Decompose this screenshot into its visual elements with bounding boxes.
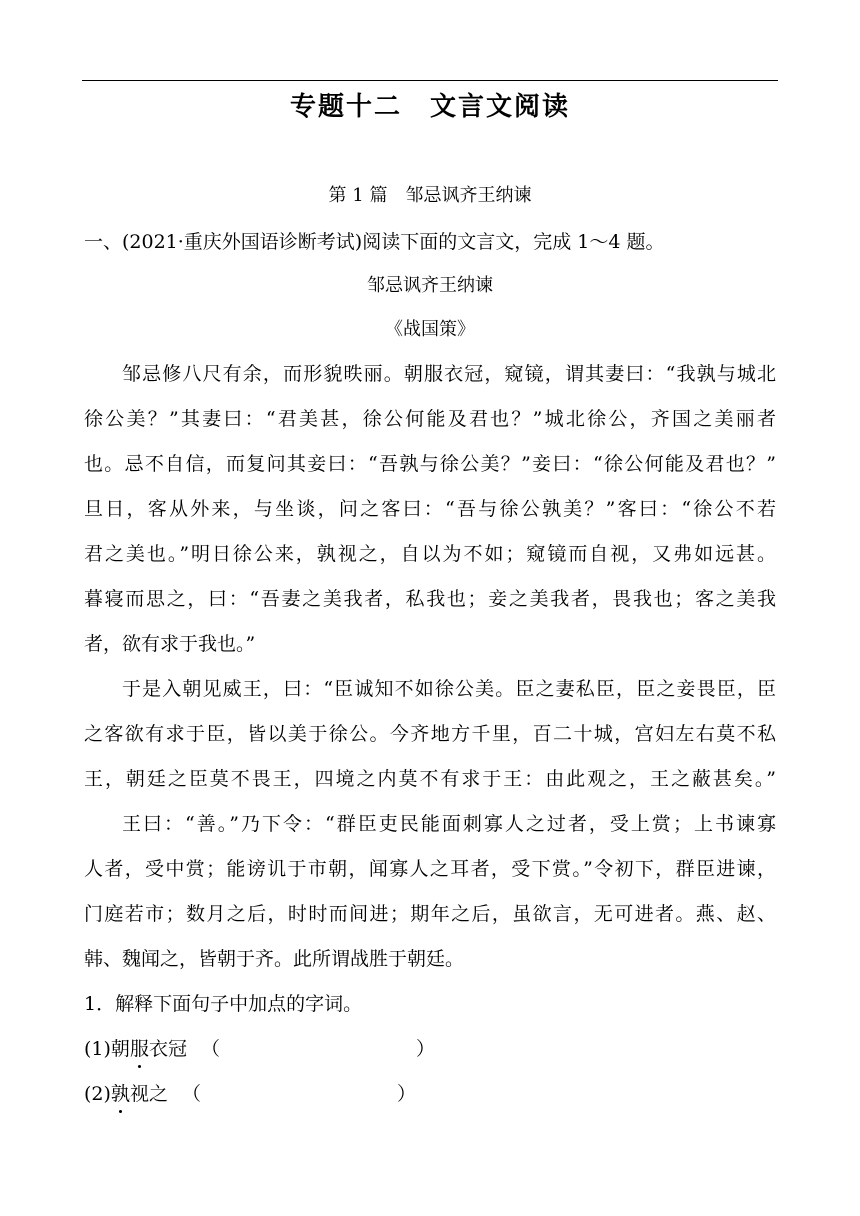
passage-line: 者，欲有求于我也。” [84, 633, 256, 655]
item-number: (2) [84, 1083, 111, 1105]
passage-line: 之客欲有求于臣，皆以美于徐公。今齐地方千里，百二十城，宫妇左右莫不私 [84, 723, 776, 745]
passage-source: 《战国策》 [385, 319, 475, 340]
answer-bracket-open: （ [181, 1083, 201, 1105]
answer-bracket-close: ） [396, 1083, 416, 1105]
passage-line: 人者，受中赏；能谤讥于市朝，闻寡人之耳者，受下赏。”令初下，群臣进谏， [84, 858, 776, 880]
item-text: 视之 [129, 1083, 168, 1105]
question-1-item-2 [84, 1080, 784, 1108]
section-heading: 第 1 篇 邹忌讽齐王纳谏 [328, 185, 532, 206]
passage-line: 门庭若市；数月之后，时时而间进；期年之后，虽欲言，无可进者。燕、赵、 [84, 903, 776, 925]
dotted-character: 服 [130, 1035, 149, 1063]
item-number: (1) [84, 1038, 111, 1060]
passage-line: 徐公美？”其妻曰：“君美甚，徐公何能及君也？”城北徐公，齐国之美丽者 [84, 408, 776, 430]
passage-line: 王曰：“善。”乃下令：“群臣吏民能面刺寡人之过者，受上赏；上书谏寡 [122, 813, 776, 835]
passage-line: 王，朝廷之臣莫不畏王，四境之内莫不有求于王：由此观之，王之蔽甚矣。” [84, 768, 776, 790]
passage-line: 邹忌修八尺有余，而形貌昳丽。朝服衣冠，窥镜，谓其妻曰：“我孰与城北 [122, 363, 776, 385]
passage-line: 韩、魏闻之，皆朝于齐。此所谓战胜于朝廷。 [84, 948, 465, 970]
item-text: 朝 [110, 1038, 130, 1060]
question-intro: 一、(2021·重庆外国语诊断考试)阅读下面的文言文，完成 1～4 题。 [84, 231, 665, 253]
answer-bracket-close: ） [415, 1038, 435, 1060]
passage-line: 于是入朝见威王，曰：“臣诚知不如徐公美。臣之妻私臣，臣之妾畏臣，臣 [122, 678, 776, 700]
passage-line: 旦日，客从外来，与坐谈，问之客曰：“吾与徐公孰美？”客曰：“徐公不若 [84, 498, 776, 520]
passage-line: 暮寝而思之，曰：“吾妻之美我者，私我也；妾之美我者，畏我也；客之美我 [84, 588, 776, 610]
top-rule [82, 80, 778, 81]
question-1-item-1 [84, 1035, 784, 1063]
passage-line: 君之美也。”明日徐公来，孰视之，自以为不如；窥镜而自视，又弗如远甚。 [84, 543, 776, 565]
dotted-character: 孰 [111, 1080, 130, 1108]
passage-title: 邹忌讽齐王纳谏 [367, 275, 493, 296]
page-title: 专题十二 文言文阅读 [289, 92, 570, 122]
answer-bracket-open: （ [200, 1038, 220, 1060]
question-1-stem: 1．解释下面句子中加点的字词。 [84, 993, 363, 1015]
item-text: 衣冠 [148, 1038, 187, 1060]
passage-line: 也。忌不自信，而复问其妾曰：“吾孰与徐公美？”妾曰：“徐公何能及君也？” [84, 453, 776, 475]
